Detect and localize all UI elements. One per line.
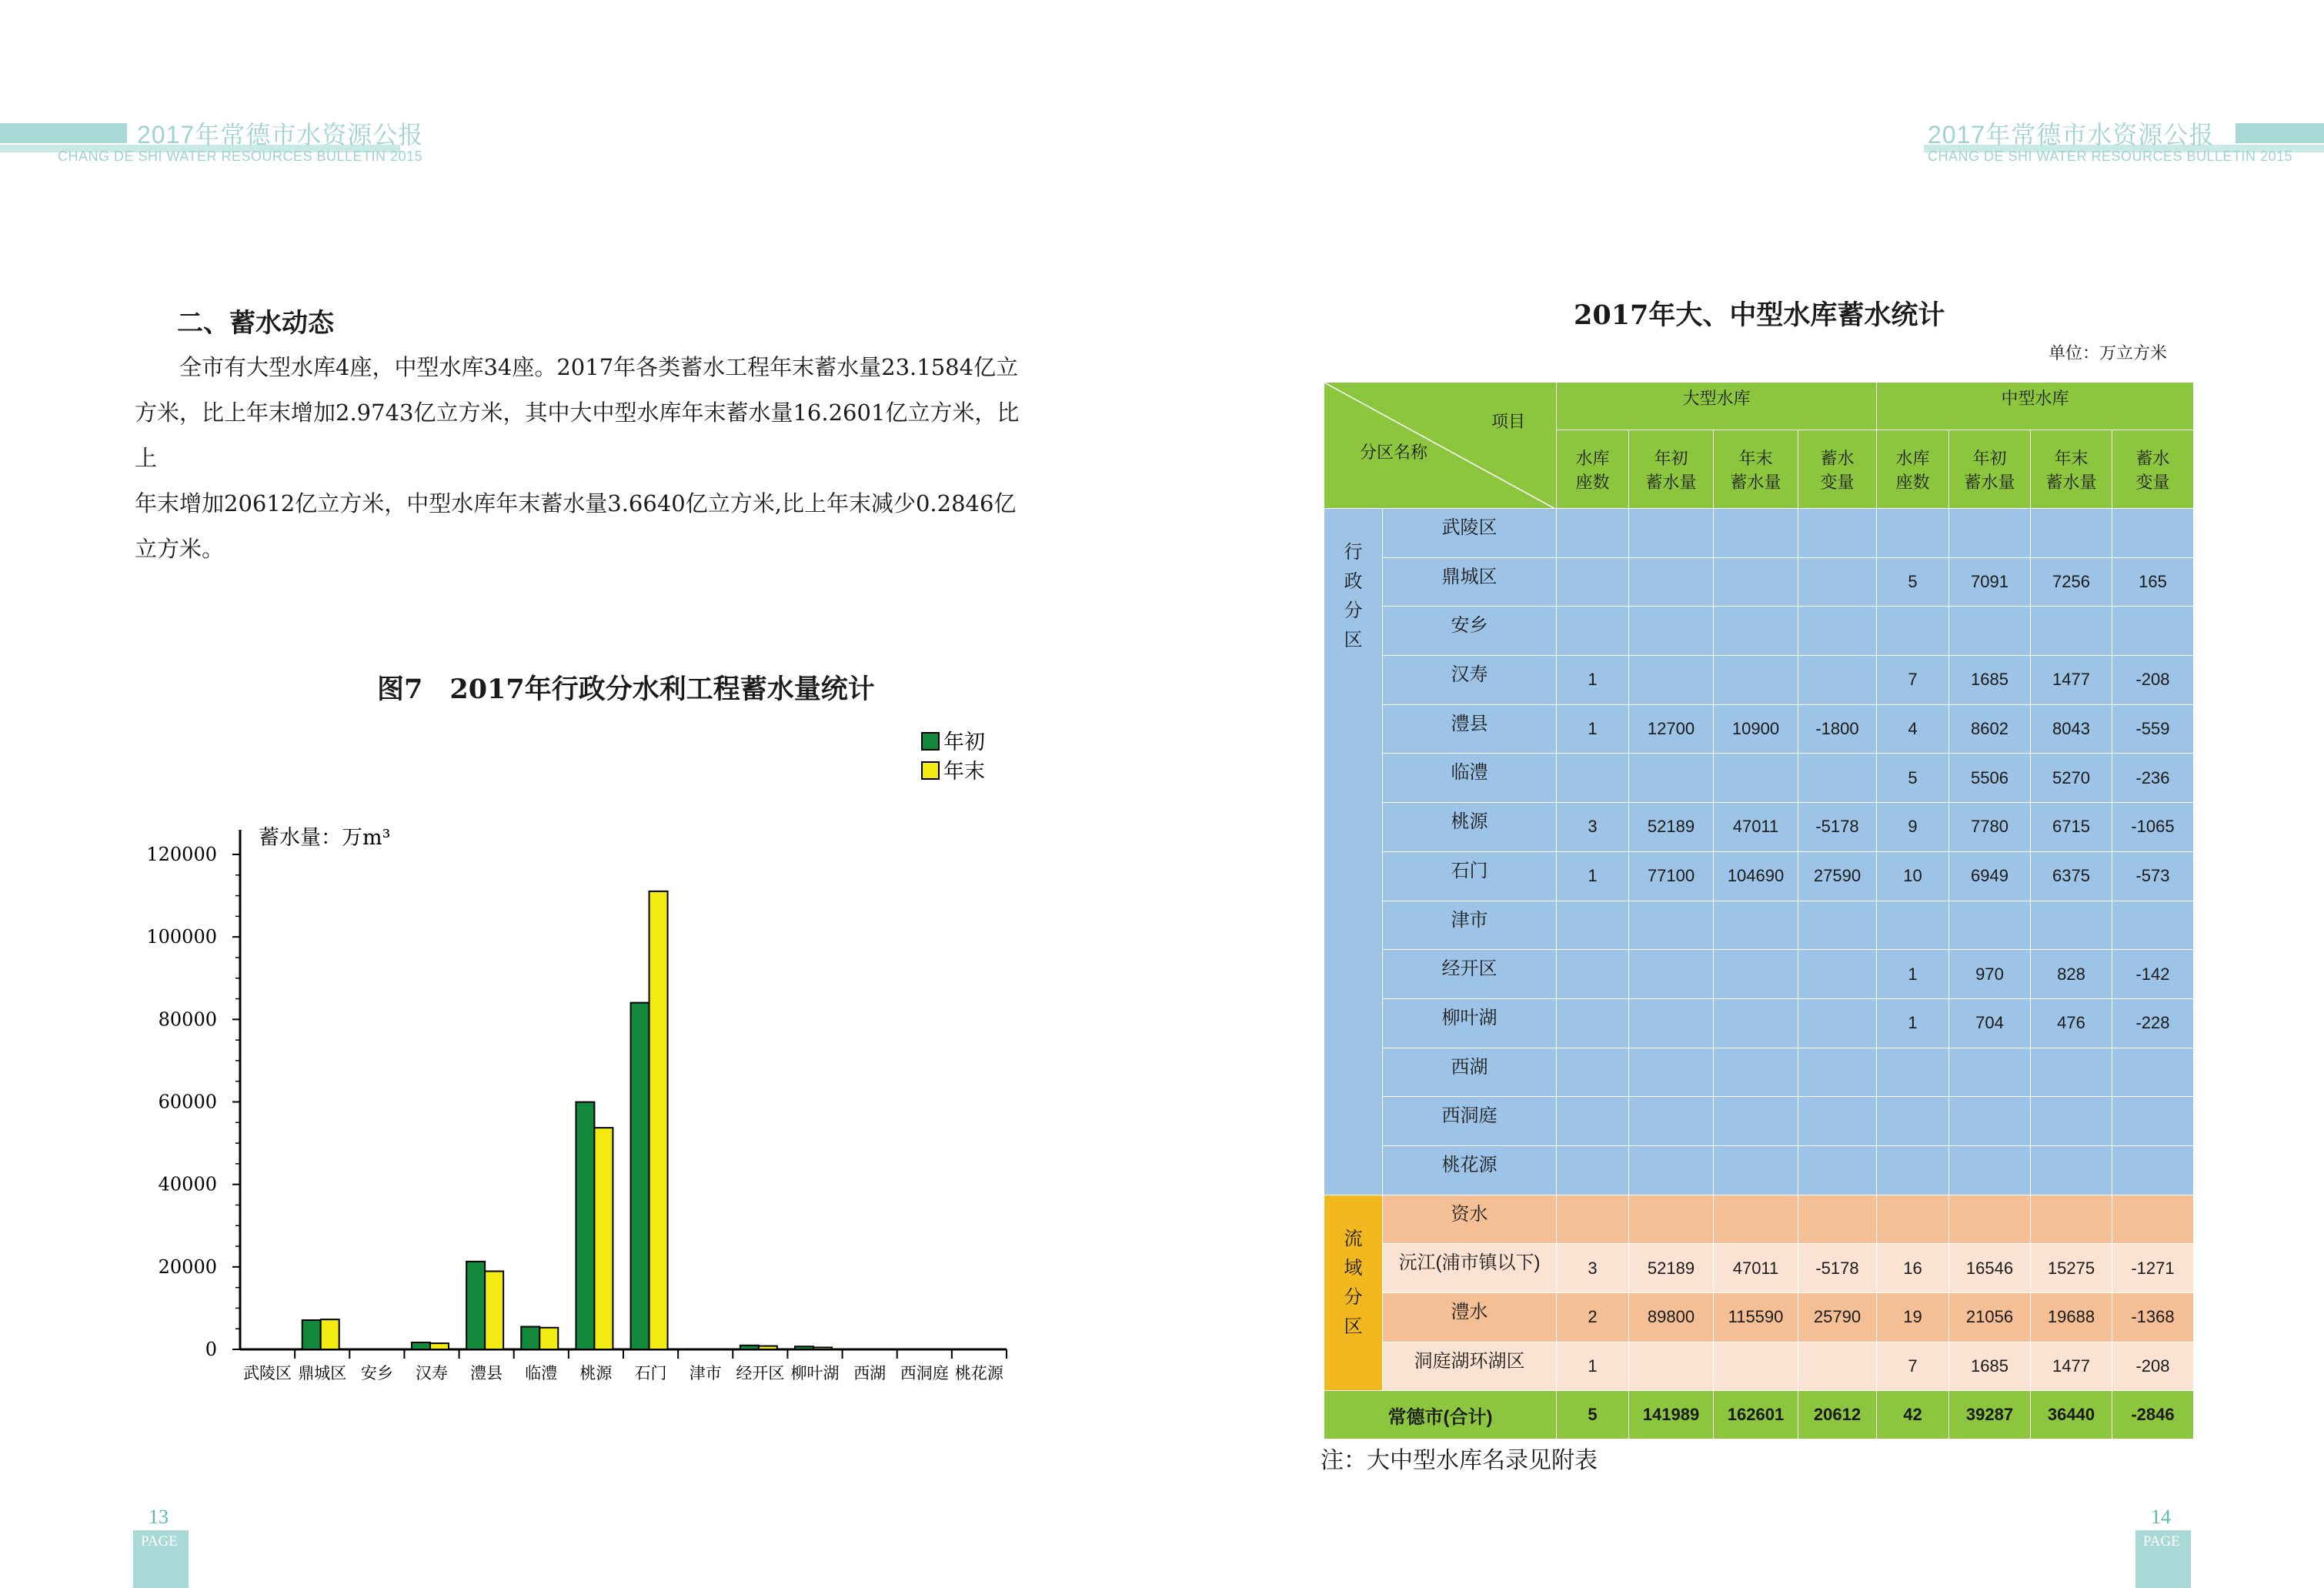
value-cell (1877, 1048, 1949, 1097)
x-tick-label: 武陵区 (243, 1364, 292, 1382)
value-cell (2112, 509, 2194, 558)
value-cell: 19688 (2031, 1293, 2112, 1342)
value-cell: 1 (1557, 704, 1629, 754)
basin-row (1324, 1342, 2194, 1391)
subheader-cell: 水库 座数 (1877, 430, 1949, 509)
value-cell (1557, 509, 1629, 558)
value-cell (1629, 998, 1714, 1048)
value-cell (1798, 998, 1877, 1048)
value-cell (1798, 656, 1877, 705)
value-cell: 5270 (2031, 754, 2112, 803)
value-cell: 19 (1877, 1293, 1949, 1342)
value-cell (1714, 1097, 1798, 1146)
value-cell: -1271 (2112, 1244, 2194, 1293)
value-cell (1557, 1097, 1629, 1146)
value-cell (1877, 1145, 1949, 1195)
value-cell: 52189 (1629, 803, 1714, 852)
basin-row (1324, 1195, 2194, 1244)
region-name-cell: 柳叶湖 (1383, 998, 1557, 1048)
value-cell (1714, 998, 1798, 1048)
total-value-cell: 5 (1557, 1391, 1629, 1439)
header-zone-label: 分区名称 (1360, 443, 1428, 462)
value-cell: -236 (2112, 754, 2194, 803)
value-cell (1949, 1097, 2031, 1146)
total-name-cell: 常德市(合计) (1324, 1391, 1557, 1439)
section-title: 二、蓄水动态 (177, 308, 334, 339)
y-tick-label: 80000 (158, 1008, 217, 1031)
legend-swatch (922, 762, 939, 779)
value-cell (2031, 1145, 2112, 1195)
left-header-subtitle: CHANG DE SHI WATER RESOURCES BULLETIN 2015 (58, 149, 423, 164)
bar-年初 (576, 1102, 594, 1349)
value-cell: 21056 (1949, 1293, 2031, 1342)
value-cell (2031, 607, 2112, 656)
total-value-cell: 20612 (1798, 1391, 1877, 1439)
value-cell: 9 (1877, 803, 1949, 852)
legend-label: 年末 (943, 760, 985, 784)
subheader-cell: 年末 蓄水量 (1714, 430, 1798, 509)
x-tick-label: 桃花源 (954, 1364, 1003, 1382)
value-cell: -208 (2112, 1342, 2194, 1391)
value-cell (2112, 607, 2194, 656)
basin-name-cell: 资水 (1383, 1195, 1557, 1244)
y-tick-label: 0 (205, 1339, 217, 1360)
value-cell: 1685 (1949, 1342, 2031, 1391)
bar-年初 (740, 1346, 759, 1349)
value-cell: 16546 (1949, 1244, 2031, 1293)
value-cell: 27590 (1798, 851, 1877, 901)
legend-swatch (922, 733, 939, 750)
value-cell: -559 (2112, 704, 2194, 754)
x-tick-label: 石门 (634, 1364, 667, 1382)
y-tick-label: 20000 (158, 1255, 217, 1278)
subheader-cell: 蓄水 变量 (2112, 430, 2194, 509)
bar-年末 (649, 891, 668, 1349)
bar-年末 (594, 1128, 613, 1349)
value-cell (1714, 754, 1798, 803)
value-cell (1629, 901, 1714, 950)
bar-年末 (321, 1319, 339, 1349)
subheader-cell: 年初 蓄水量 (1629, 430, 1714, 509)
group-medium-header: 中型水库 (1877, 383, 2194, 430)
paragraph-line: 立方米。 (135, 536, 225, 562)
region-name-cell: 武陵区 (1383, 509, 1557, 558)
value-cell (1629, 1097, 1714, 1146)
bar-年初 (412, 1342, 430, 1349)
basin-name-cell: 洞庭湖环湖区 (1383, 1342, 1557, 1391)
value-cell: 47011 (1714, 1244, 1798, 1293)
value-cell: 3 (1557, 1244, 1629, 1293)
basin-name-cell: 澧水 (1383, 1293, 1557, 1342)
value-cell (1949, 607, 2031, 656)
value-cell (1714, 1145, 1798, 1195)
value-cell (1877, 607, 1949, 656)
value-cell: 3 (1557, 803, 1629, 852)
value-cell (1798, 754, 1877, 803)
value-cell (1557, 1195, 1629, 1244)
value-cell (1629, 1342, 1714, 1391)
value-cell (1714, 1048, 1798, 1097)
diagonal-line (1324, 383, 1555, 509)
bar-年初 (466, 1262, 485, 1349)
x-tick-label: 西洞庭 (900, 1364, 949, 1382)
bar-年末 (759, 1346, 777, 1349)
value-cell: 5 (1877, 754, 1949, 803)
value-cell (1877, 1195, 1949, 1244)
total-value-cell: 42 (1877, 1391, 1949, 1439)
table-note: 注：大中型水库名录见附表 (1321, 1447, 1598, 1474)
value-cell (1949, 901, 2031, 950)
value-cell (1798, 950, 1877, 999)
table-title: 2017年大、中型水库蓄水统计 (1574, 299, 1945, 331)
bar-年末 (539, 1328, 558, 1349)
value-cell (1798, 1048, 1877, 1097)
left-header-title: 2017年常德市水资源公报 (137, 121, 424, 149)
region-name-cell: 津市 (1383, 901, 1557, 950)
value-cell: 1 (1557, 1342, 1629, 1391)
value-cell (1714, 1195, 1798, 1244)
value-cell: 10900 (1714, 704, 1798, 754)
value-cell (1557, 607, 1629, 656)
admin-row (1324, 754, 2194, 803)
paragraph-line: 方米，比上年末增加2.9743亿立方米，其中大中型水库年末蓄水量16.2601亿立方米，比上 (135, 400, 1020, 471)
value-cell (1714, 557, 1798, 607)
region-name-cell: 石门 (1383, 851, 1557, 901)
section-paragraph (135, 345, 1035, 572)
value-cell: 10 (1877, 851, 1949, 901)
basin-row (1324, 1293, 2194, 1342)
table-unit: 单位：万立方米 (2049, 343, 2168, 363)
value-cell (1629, 607, 1714, 656)
left-page-number: 13 (149, 1506, 169, 1528)
group-large-header: 大型水库 (1557, 383, 1877, 430)
value-cell (1557, 950, 1629, 999)
subheader-cell: 蓄水 变量 (1798, 430, 1877, 509)
value-cell (1629, 656, 1714, 705)
paragraph-line: 年末增加20612亿立方米，中型水库年末蓄水量3.6640亿立方米,比上年末减少0.2846亿 (135, 490, 1017, 517)
subheader-cell: 年初 蓄水量 (1949, 430, 2031, 509)
paragraph-line: 全市有大型水库4座，中型水库34座。2017年各类蓄水工程年末蓄水量23.1584亿立 (135, 354, 1019, 380)
value-cell: 12700 (1629, 704, 1714, 754)
admin-row (1324, 656, 2194, 705)
value-cell (1629, 1195, 1714, 1244)
total-value-cell: 141989 (1629, 1391, 1714, 1439)
value-cell: 7256 (2031, 557, 2112, 607)
admin-row (1324, 557, 2194, 607)
value-cell: 1 (1877, 998, 1949, 1048)
value-cell: 970 (1949, 950, 2031, 999)
value-cell: -1800 (1798, 704, 1877, 754)
left-page-word: PAGE (141, 1533, 178, 1550)
y-axis-label: 蓄水量：万m³ (259, 826, 391, 850)
value-cell: 1 (1877, 950, 1949, 999)
admin-row (1324, 607, 2194, 656)
value-cell: 47011 (1714, 803, 1798, 852)
value-cell (1714, 656, 1798, 705)
value-cell (1798, 1342, 1877, 1391)
value-cell: 828 (2031, 950, 2112, 999)
admin-row (1324, 1048, 2194, 1097)
region-name-cell: 鼎城区 (1383, 557, 1557, 607)
value-cell: 1685 (1949, 656, 2031, 705)
value-cell (1949, 1145, 2031, 1195)
region-name-cell: 汉寿 (1383, 656, 1557, 705)
value-cell (1877, 901, 1949, 950)
value-cell: -5178 (1798, 1244, 1877, 1293)
value-cell (2031, 1048, 2112, 1097)
admin-row (1324, 509, 2194, 558)
value-cell (1798, 1195, 1877, 1244)
value-cell (1629, 1048, 1714, 1097)
admin-row (1324, 1145, 2194, 1195)
value-cell (2031, 1097, 2112, 1146)
x-tick-label: 鼎城区 (298, 1364, 347, 1382)
x-tick-label: 澧县 (470, 1364, 503, 1382)
value-cell (1798, 1097, 1877, 1146)
value-cell: -228 (2112, 998, 2194, 1048)
value-cell (1557, 1048, 1629, 1097)
bar-年末 (485, 1271, 503, 1349)
value-cell: -142 (2112, 950, 2194, 999)
value-cell (1798, 901, 1877, 950)
value-cell: 1477 (2031, 656, 2112, 705)
value-cell: 77100 (1629, 851, 1714, 901)
x-tick-label: 柳叶湖 (790, 1364, 840, 1382)
value-cell: 6949 (1949, 851, 2031, 901)
bar-年初 (302, 1320, 321, 1349)
admin-row (1324, 950, 2194, 999)
value-cell (1629, 950, 1714, 999)
value-cell: 115590 (1714, 1293, 1798, 1342)
total-value-cell: 39287 (1949, 1391, 2031, 1439)
right-header-subtitle: CHANG DE SHI WATER RESOURCES BULLETIN 2015 (1928, 149, 2293, 164)
value-cell (1949, 509, 2031, 558)
subheader-cell: 水库 座数 (1557, 430, 1629, 509)
value-cell (1714, 950, 1798, 999)
value-cell: 7091 (1949, 557, 2031, 607)
value-cell: 89800 (1629, 1293, 1714, 1342)
value-cell (2031, 901, 2112, 950)
value-cell (1714, 607, 1798, 656)
admin-row (1324, 704, 2194, 754)
value-cell: 5 (1877, 557, 1949, 607)
value-cell: 1 (1557, 656, 1629, 705)
x-tick-label: 临澧 (525, 1364, 558, 1382)
value-cell (1629, 509, 1714, 558)
value-cell (1714, 1342, 1798, 1391)
y-tick-label: 40000 (158, 1173, 217, 1195)
admin-row (1324, 901, 2194, 950)
value-cell (1557, 754, 1629, 803)
right-header-band (2236, 123, 2324, 143)
value-cell: 16 (1877, 1244, 1949, 1293)
value-cell: 4 (1877, 704, 1949, 754)
value-cell (1557, 557, 1629, 607)
bar-年初 (795, 1346, 813, 1349)
value-cell (1629, 557, 1714, 607)
value-cell (1798, 607, 1877, 656)
legend-label: 年初 (943, 730, 985, 754)
value-cell (2112, 1195, 2194, 1244)
basin-row (1324, 1244, 2194, 1293)
region-name-cell: 西湖 (1383, 1048, 1557, 1097)
value-cell: 6715 (2031, 803, 2112, 852)
value-cell (2031, 1195, 2112, 1244)
value-cell (1557, 1145, 1629, 1195)
admin-row (1324, 803, 2194, 852)
x-tick-label: 经开区 (736, 1364, 785, 1382)
region-name-cell: 临澧 (1383, 754, 1557, 803)
value-cell: 476 (2031, 998, 2112, 1048)
value-cell (2112, 1097, 2194, 1146)
y-tick-label: 120000 (146, 844, 217, 865)
value-cell (1798, 509, 1877, 558)
diagonal-header-cell (1324, 383, 1557, 509)
x-tick-label: 津市 (689, 1364, 722, 1382)
y-tick-label: 60000 (158, 1091, 217, 1113)
value-cell: 1477 (2031, 1342, 2112, 1391)
header-row (1324, 383, 2194, 430)
value-cell: 7 (1877, 1342, 1949, 1391)
bar-年初 (631, 1003, 649, 1349)
admin-row (1324, 851, 2194, 901)
region-name-cell: 安乡 (1383, 607, 1557, 656)
total-value-cell: -2846 (2112, 1391, 2194, 1439)
basin-name-cell: 沅江(浦市镇以下) (1383, 1244, 1557, 1293)
value-cell (1798, 557, 1877, 607)
value-cell (1629, 1145, 1714, 1195)
x-tick-label: 西湖 (853, 1364, 887, 1382)
value-cell (2112, 1048, 2194, 1097)
header-item-label: 项目 (1491, 412, 1525, 431)
value-cell: 52189 (1629, 1244, 1714, 1293)
value-cell: 7780 (1949, 803, 2031, 852)
x-tick-label: 汉寿 (416, 1364, 448, 1382)
value-cell: 704 (1949, 998, 2031, 1048)
basin-zone-label: 流 域 分 区 (1324, 1195, 1383, 1391)
value-cell: 8043 (2031, 704, 2112, 754)
value-cell: 25790 (1798, 1293, 1877, 1342)
value-cell (1877, 509, 1949, 558)
value-cell: 5506 (1949, 754, 2031, 803)
left-header-band (0, 123, 127, 143)
y-tick-label: 100000 (146, 926, 217, 948)
value-cell: 2 (1557, 1293, 1629, 1342)
x-tick-label: 安乡 (360, 1364, 393, 1382)
value-cell (1798, 1145, 1877, 1195)
value-cell (1714, 901, 1798, 950)
storage-bar-chart (131, 716, 1054, 1409)
value-cell (2112, 901, 2194, 950)
admin-row (1324, 998, 2194, 1048)
admin-zone-label: 行 政 分 区 (1324, 509, 1383, 1195)
region-name-cell: 经开区 (1383, 950, 1557, 999)
value-cell: 7 (1877, 656, 1949, 705)
right-page-number: 14 (2151, 1506, 2171, 1528)
value-cell (2112, 1145, 2194, 1195)
value-cell (1877, 1097, 1949, 1146)
region-name-cell: 澧县 (1383, 704, 1557, 754)
value-cell (1557, 901, 1629, 950)
figure-title: 图7 2017年行政分水利工程蓄水量统计 (377, 674, 875, 705)
x-tick-label: 桃源 (579, 1364, 613, 1382)
value-cell: 1 (1557, 851, 1629, 901)
region-name-cell: 西洞庭 (1383, 1097, 1557, 1146)
value-cell: -1368 (2112, 1293, 2194, 1342)
value-cell (2031, 509, 2112, 558)
value-cell: 6375 (2031, 851, 2112, 901)
value-cell: 165 (2112, 557, 2194, 607)
value-cell: 15275 (2031, 1244, 2112, 1293)
total-row (1324, 1391, 2194, 1439)
region-name-cell: 桃源 (1383, 803, 1557, 852)
reservoir-table (1324, 382, 2194, 1439)
bar-年初 (521, 1326, 539, 1349)
bar-年末 (813, 1347, 832, 1349)
total-value-cell: 162601 (1714, 1391, 1798, 1439)
right-header-title: 2017年常德市水资源公报 (1928, 121, 2215, 149)
value-cell (1949, 1195, 2031, 1244)
value-cell: -5178 (1798, 803, 1877, 852)
value-cell (1949, 1048, 2031, 1097)
value-cell: -208 (2112, 656, 2194, 705)
admin-row (1324, 1097, 2194, 1146)
bar-年末 (430, 1343, 449, 1349)
value-cell: 104690 (1714, 851, 1798, 901)
right-page-word: PAGE (2143, 1533, 2180, 1550)
value-cell (1629, 754, 1714, 803)
region-name-cell: 桃花源 (1383, 1145, 1557, 1195)
value-cell: 8602 (1949, 704, 2031, 754)
total-value-cell: 36440 (2031, 1391, 2112, 1439)
value-cell (1557, 998, 1629, 1048)
value-cell: -573 (2112, 851, 2194, 901)
value-cell (1714, 509, 1798, 558)
value-cell: -1065 (2112, 803, 2194, 852)
subheader-cell: 年末 蓄水量 (2031, 430, 2112, 509)
